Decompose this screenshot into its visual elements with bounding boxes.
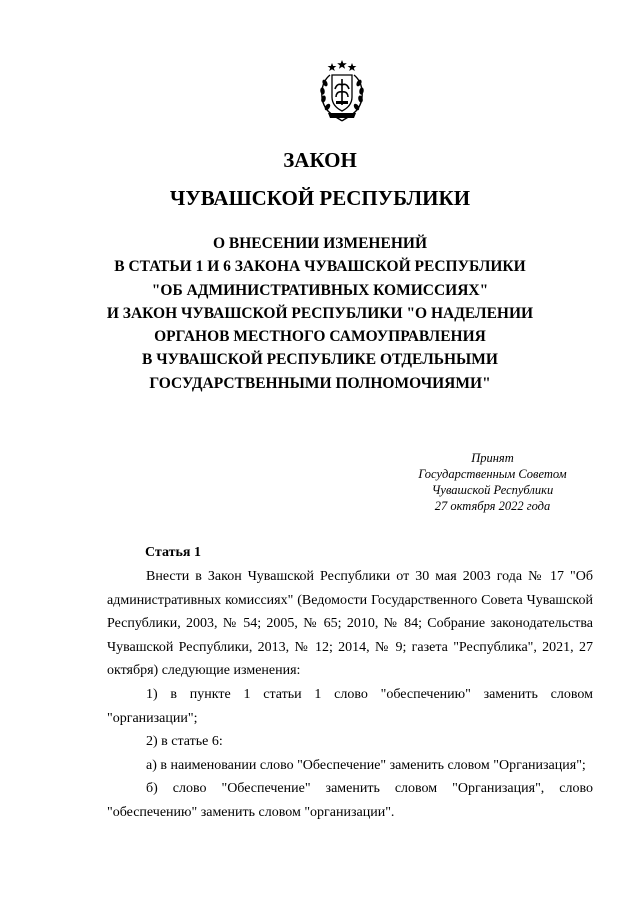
article-paragraph: Внести в Закон Чувашской Республики от 30 мая 2003 года № 17 "Об административных комиссиях" (Ведомости Государственного Совета Чувашской Республики, 2003, № 54; 2005, № 65; 2010, № 84; Собрание законодательства Чувашской Республики, 2013, № 12; 2014, № 9; газета "Республика", 2021, 27 октября) следующие изменения: <box>107 569 593 679</box>
article-paragraph: 1) в пункте 1 статьи 1 слово "обеспечению" заменить словом "организации"; <box>107 686 593 726</box>
article-paragraph: б) слово "Обеспечение" заменить словом "Организация", слово "обеспечению" заменить словом "организации". <box>107 781 593 820</box>
adoption-line: Принят <box>471 451 514 465</box>
adoption-line: Чувашской Республики <box>431 483 554 497</box>
article-paragraph: 2) в статье 6: <box>146 734 223 750</box>
law-subtitle <box>60 232 580 395</box>
adoption-date: 27 октября 2022 года <box>434 499 551 513</box>
law-title: ЗАКОН <box>283 148 357 172</box>
article-paragraph: а) в наименовании слово "Обеспечение" заменить словом "Организация"; <box>146 757 586 773</box>
republic-title: ЧУВАШСКОЙ РЕСПУБЛИКИ <box>169 186 471 210</box>
subtitle-line: О ВНЕСЕНИИ ИЗМЕНЕНИЙ <box>212 235 427 252</box>
adoption-line: Государственным Советом <box>418 467 567 481</box>
subtitle-line: В СТАТЬИ 1 И 6 ЗАКОНА ЧУВАШСКОЙ РЕСПУБЛИКИ <box>114 258 526 276</box>
subtitle-line: И ЗАКОН ЧУВАШСКОЙ РЕСПУБЛИКИ "О НАДЕЛЕНИИ <box>106 304 534 322</box>
article-title: Статья 1 <box>145 545 201 560</box>
chuvash-republic-emblem-icon <box>316 57 368 127</box>
article-body <box>107 565 593 825</box>
adoption-note <box>400 450 585 514</box>
subtitle-line: ОРГАНОВ МЕСТНОГО САМОУПРАВЛЕНИЯ <box>154 328 486 346</box>
subtitle-line: ГОСУДАРСТВЕННЫМИ ПОЛНОМОЧИЯМИ" <box>149 374 491 392</box>
subtitle-line: "ОБ АДМИНИСТРАТИВНЫХ КОМИССИЯХ" <box>151 281 489 299</box>
subtitle-line: В ЧУВАШСКОЙ РЕСПУБЛИКЕ ОТДЕЛЬНЫМИ <box>142 351 498 369</box>
